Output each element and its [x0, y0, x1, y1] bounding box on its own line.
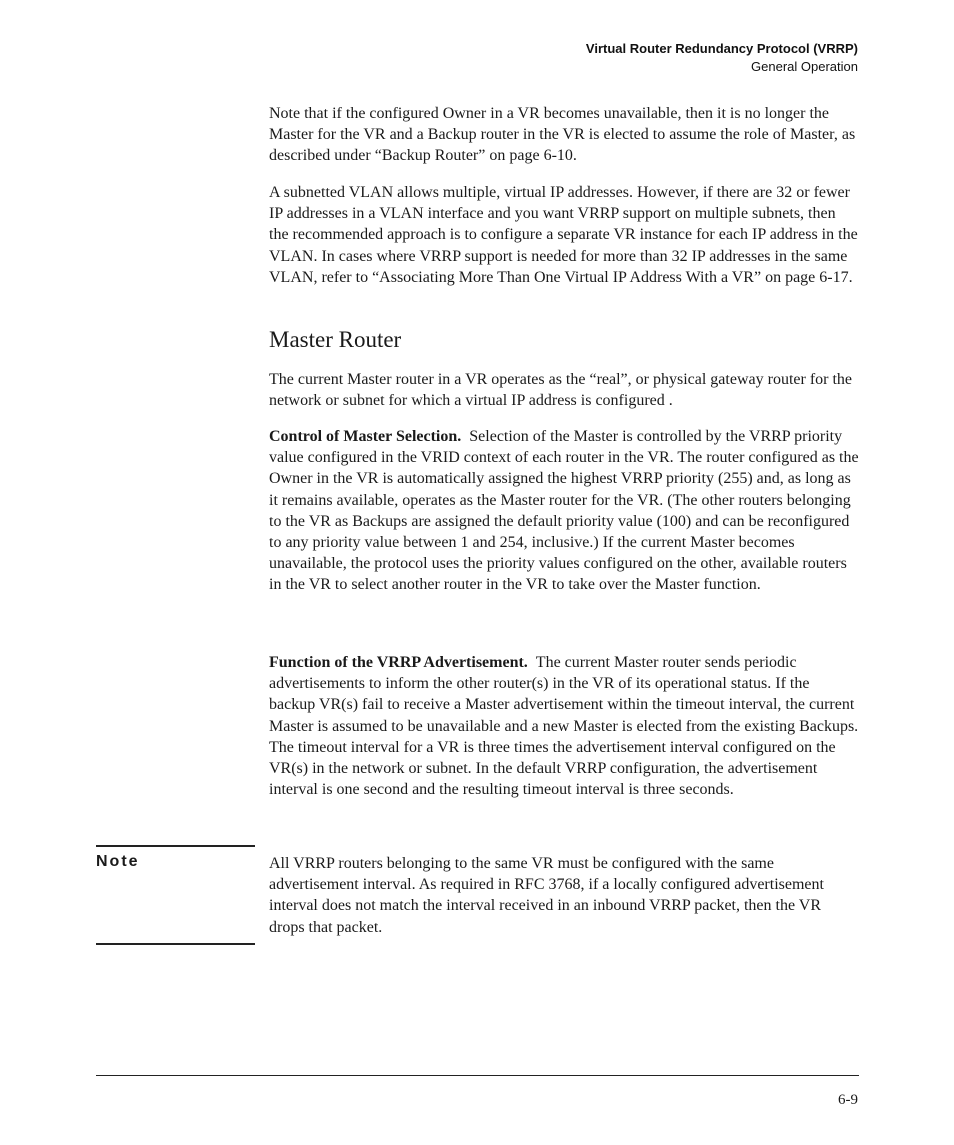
- footer-rule: [96, 1075, 859, 1076]
- run-in-heading: Control of Master Selection.: [269, 428, 462, 445]
- running-header-subtitle: General Operation: [751, 59, 858, 74]
- paragraph-text: The current Master router sends periodic advertisements to inform the other router(s) in the VR of its operational status. If the backup VR(s) fail to receive a Master advertisement within the timeout interval, the current Master is assumed to be unavailable and a new Master is elected from the existing Backups. The timeout interval for a VR is three times the advertisement interval configured on the VR(s) in the network or subnet. In the default VRRP configuration, the advertisement interval is one second and the resulting timeout interval is three seconds.: [269, 654, 859, 799]
- paragraph-control-of-master: [269, 426, 859, 596]
- note-body: [269, 853, 859, 938]
- paragraph-vrrp-advertisement: [269, 652, 859, 800]
- paragraph-text: Selection of the Master is controlled by the VRRP priority value configured in the VRID context of each router in the VR. The router configured as the Owner in the VR is automatically assigned the highest VRRP priority (255) and, as long as it remains available, operates as the Master router for the VR. (The other routers belonging to the VR as Backups are assigned the default priority value (100) and can be reconfigured to any priority value between 1 and 254, inclusive.) If the current Master becomes unavailable, the protocol uses the priority values configured on the other, available routers in the VR to select another router in the VR to take over the Master function.: [269, 428, 859, 594]
- note-label: Note: [96, 853, 140, 870]
- paragraph-text: The current Master router in a VR operates as the “real”, or physical gateway router for the network or subnet for which a virtual IP address is configured .: [269, 371, 853, 410]
- paragraph-text: Note that if the configured Owner in a VR becomes unavailable, then it is no longer the Master for the VR and a Backup router in the VR is elected to assume the role of Master, as described under “Backup Router” on page 6-10.: [269, 105, 856, 165]
- paragraph-master-intro: [269, 369, 859, 411]
- note-top-rule: [96, 845, 255, 847]
- page-number: 6-9: [838, 1092, 858, 1108]
- note-text: All VRRP routers belonging to the same VR must be configured with the same advertisement interval. As required in RFC 3768, if a locally configured advertisement interval does not match the interval received in an inbound VRRP packet, then the VR drops that packet.: [269, 855, 824, 936]
- note-bottom-rule: [96, 943, 255, 945]
- section-heading: Master Router: [269, 327, 402, 352]
- paragraph-text: A subnetted VLAN allows multiple, virtual IP addresses. However, if there are 32 or fewer IP addresses in a VLAN interface and you want VRRP support on multiple subnets, then the recommended approach is to configure a separate VR instance for each IP address in the VLAN. In cases where VRRP support is needed for more than 32 IP addresses in the same VLAN, refer to “Associating More Than One Virtual IP Address With a VR” on page 6-17.: [269, 184, 858, 286]
- paragraph-owner-unavailable: [269, 103, 859, 167]
- run-in-heading: Function of the VRRP Advertisement.: [269, 654, 528, 671]
- paragraph-subnetted-vlan: [269, 182, 859, 288]
- running-header-title: Virtual Router Redundancy Protocol (VRRP): [585, 41, 858, 56]
